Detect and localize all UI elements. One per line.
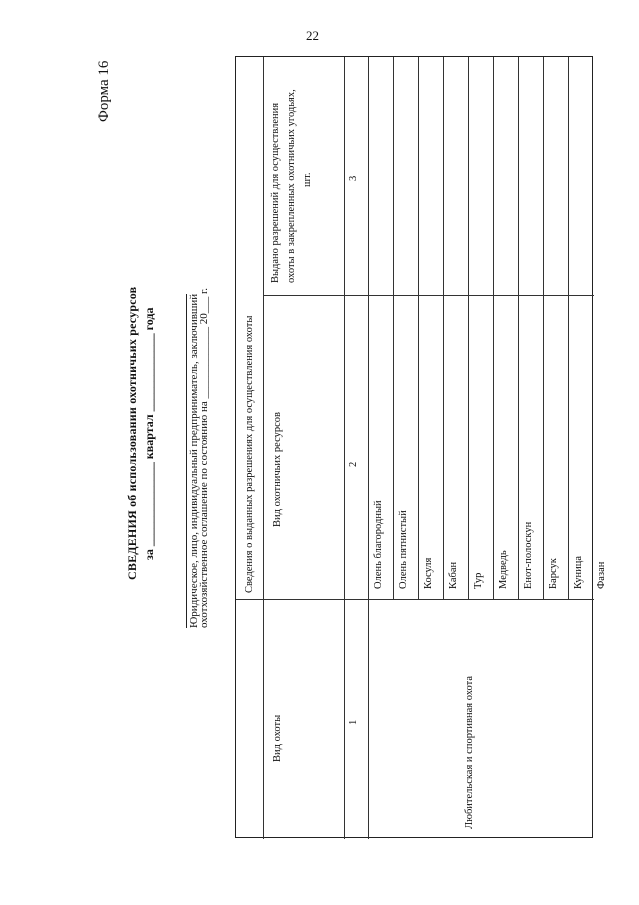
document-title-period: за ______________ квартал _____________ года	[142, 307, 156, 560]
hunt-type-label: Любительская и спортивная охота	[464, 675, 475, 829]
resource-row: Тур	[473, 572, 484, 589]
resource-row: Куница	[573, 556, 584, 589]
col1-header: Вид охоты	[272, 714, 283, 762]
form-label: Форма 16	[96, 60, 112, 122]
resource-row: Барсук	[548, 558, 559, 589]
document-title: СВЕДЕНИЯ об использовании охотничьих ресурсов	[125, 286, 139, 580]
col3-header-line1: Выдано разрешений для осуществления	[270, 102, 281, 283]
page-number: 22	[306, 28, 319, 43]
resource-row: Фазан	[596, 561, 607, 589]
col1-number: 1	[348, 719, 359, 725]
resource-row: Медведь	[498, 550, 509, 589]
col2-number: 2	[348, 461, 359, 467]
resource-row: Кабан	[448, 561, 459, 589]
org-description-line2: охотхозяйственное соглашение по состоянию на _____________ 20___ г.	[198, 287, 210, 628]
hunting-permits-table	[235, 56, 607, 838]
col3-header-line3: шт.	[302, 172, 313, 187]
resource-row: Олень пятнистый	[398, 510, 409, 589]
resource-row: Олень благородный	[373, 500, 384, 589]
resource-row: Косуля	[423, 557, 434, 589]
col3-header-line2: охоты в закрепленных охотничьих угодьях,	[286, 89, 297, 283]
org-description-line1: Юридическое, лицо, индивидуальный предприниматель, заключивший	[188, 293, 200, 628]
col3-number: 3	[348, 175, 359, 181]
col2-header: Вид охотничьих ресурсов	[272, 412, 283, 527]
resource-row: Енот-полоскун	[523, 521, 534, 589]
group-header: Сведения о выданных разрешениях для осуществления охоты	[244, 315, 255, 593]
